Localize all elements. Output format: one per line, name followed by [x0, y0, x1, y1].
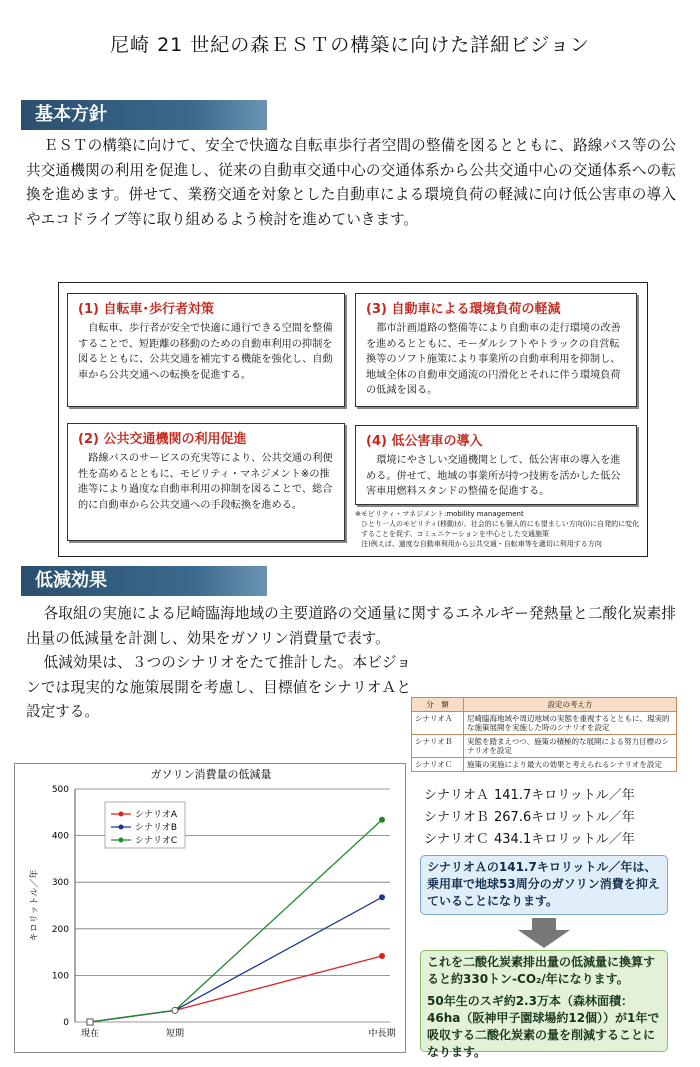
basic-policy-heading: 基本方針 [21, 100, 267, 130]
y-axis-label: キロリットル／年 [30, 869, 40, 942]
data-point [379, 953, 385, 959]
table-cell: 施策の実施により最大の効果と考えられるシナリオを設定 [464, 758, 677, 772]
table-row [412, 712, 677, 735]
y-tick-label: 200 [51, 924, 69, 935]
chart-svg [15, 764, 407, 1054]
legend-label: シナリオC [135, 836, 178, 846]
result-value: 267.6キロリットル／年 [494, 810, 635, 825]
x-tick-label: 短期 [165, 1029, 185, 1039]
measure-body: 都市計画道路の整備等により自動車の走行環境の改善を進めるとともに、モーダルシフトやトラックの自営転換等のソフト施策により事業所の自動車利用を抑制し、地域全体の自動車交通流の円滑化とそれに伴う環境負荷の低減を図る。 [366, 323, 621, 396]
table-cell: シナリオＢ [412, 735, 464, 758]
note-line: 注)例えば、過度な自動車利用から公共交通・自転車等を適切に利用する方向 [361, 540, 602, 548]
measure-title: (2) 公共交通機関の利用促進 [78, 432, 247, 447]
x-tick-label: 中長期 [368, 1029, 396, 1039]
measure-public-transport [67, 423, 345, 541]
note-line: ひとり一人のモビリティ(移動)が、社会的にも個人的にも望ましい方向(i)に自発的に変化することを促す、コミュニケーションを中心とした交通施策 [361, 520, 640, 538]
measure-vehicle-environment [355, 293, 637, 407]
note-line: ※モビリティ・マネジメント:mobility management [355, 510, 524, 518]
data-point [379, 894, 385, 900]
list-item [424, 829, 635, 851]
result-name: シナリオＣ [424, 832, 489, 847]
legend-label: シナリオB [135, 823, 178, 833]
list-item [424, 785, 635, 807]
data-point [87, 1019, 93, 1025]
legend-label: シナリオA [135, 810, 178, 820]
table-cell: 尼崎臨海地域や周辺地域の実態を重視するとともに、現実的な施策展開を実施した時のシナリオを設定 [464, 712, 677, 735]
mobility-management-note [355, 509, 643, 549]
table-row [412, 735, 677, 758]
data-point [172, 1007, 178, 1013]
measure-body: 環境にやさしい交通機関として、低公害車の導入を進める。併せて、地域の事業所が持つ技術を活かした低公害車用燃料スタンドの整備を促進する。 [366, 455, 621, 497]
measure-title: (3) 自動車による環境負荷の軽減 [366, 302, 561, 317]
table-cell: シナリオＡ [412, 712, 464, 735]
table-cell: シナリオＣ [412, 758, 464, 772]
y-tick-label: 500 [51, 785, 69, 795]
co2-equivalent-callout [420, 950, 668, 1059]
series-line-2 [90, 897, 382, 1022]
measure-title: (1) 自転車･歩行者対策 [78, 302, 214, 317]
forest-text: 50年生のスギ約2.3万本（森林面積：46ha（阪神甲子園球場約12個））が1年で吸収する二酸化炭素の量を削減することになります。 [427, 994, 660, 1059]
measure-body: 路線バスのサービスの充実等により、公共交通の利便性を高めるとともに、モビリティ・マネジメント※の推進等により過度な自動車利用の抑制を図ることで、総合的に自動車から公共交通への手段転換を進める。 [78, 453, 333, 511]
scenario-table [411, 697, 677, 772]
table-row [412, 758, 677, 772]
chart-title: ガソリン消費量の低減量 [150, 768, 272, 781]
reduction-effect-heading: 低減効果 [21, 566, 267, 596]
result-name: シナリオＢ [424, 810, 489, 825]
scenario-results [424, 785, 635, 851]
gasoline-equivalent-callout: シナリオＡの141.7キロリットル／年は、乗用車で地球53周分のガソリン消費を抑えていることになります。 [420, 855, 668, 915]
co2-text: これを二酸化炭素排出量の低減量に換算すると約330トン-CO₂/年になります。 [427, 955, 656, 986]
series-line-1 [90, 956, 382, 1022]
reduction-scenario-text: 低減効果は、３つのシナリオをたて推計した。本ビジョンでは現実的な施策展開を考慮し、目標値をシナリオＡと設定する。 [26, 654, 411, 720]
table-header: 分 類 [412, 698, 464, 712]
result-value: 434.1キロリットル／年 [494, 832, 635, 847]
y-tick-label: 300 [51, 878, 69, 889]
result-value: 141.7キロリットル／年 [494, 788, 635, 803]
legend-marker [119, 812, 124, 817]
legend-marker [119, 838, 124, 843]
result-name: シナリオＡ [424, 788, 489, 803]
table-header-row [412, 698, 677, 712]
table-header: 設定の考え方 [464, 698, 677, 712]
measure-title: (4) 低公害車の導入 [366, 434, 483, 449]
measure-low-emission-vehicle [355, 425, 637, 505]
measure-body: 自転車、歩行者が安全で快適に通行できる空間を整備することで、短距離の移動のための自動車利用の抑制を図るとともに、公共交通を補完する機能を強化し、自動車から公共交通への転換を促進する。 [78, 323, 333, 381]
gasoline-reduction-chart [14, 763, 406, 1053]
y-tick-label: 100 [51, 971, 69, 982]
list-item [424, 807, 635, 829]
document-title: 尼崎 21 世紀の森ＥＳＴの構築に向けた詳細ビジョン [110, 34, 590, 56]
data-point [379, 817, 385, 823]
measures-panel [58, 282, 648, 557]
table-cell: 実態を踏まえつつ、施策の積極的な展開による努力目標のシナリオを設定 [464, 735, 677, 758]
measure-bicycle-pedestrian [67, 293, 345, 407]
y-tick-label: 400 [51, 831, 69, 842]
down-arrow-icon [518, 918, 570, 948]
basic-policy-text: ＥＳＴの構築に向けて、安全で快適な自転車歩行者空間の整備を図るとともに、路線バス等の公共交通機関の利用を促進し、従来の自動車交通中心の交通体系から公共交通中心の交通体系への転換を進めます。併せて、業務交通を対象とした自動車による環境負荷の軽減に向け低公害車の導入やエコドライブ等に取り組めるよう検討を進めていきます。 [26, 137, 676, 228]
y-tick-label: 0 [63, 1018, 69, 1028]
legend-marker [119, 825, 124, 830]
x-tick-label: 現在 [80, 1029, 100, 1039]
reduction-effect-text: 各取組の実施による尼崎臨海地域の主要道路の交通量に関するエネルギー発熱量と二酸化炭素排出量の低減量を計測し、効果をガソリン消費量で表す。 [26, 605, 676, 647]
